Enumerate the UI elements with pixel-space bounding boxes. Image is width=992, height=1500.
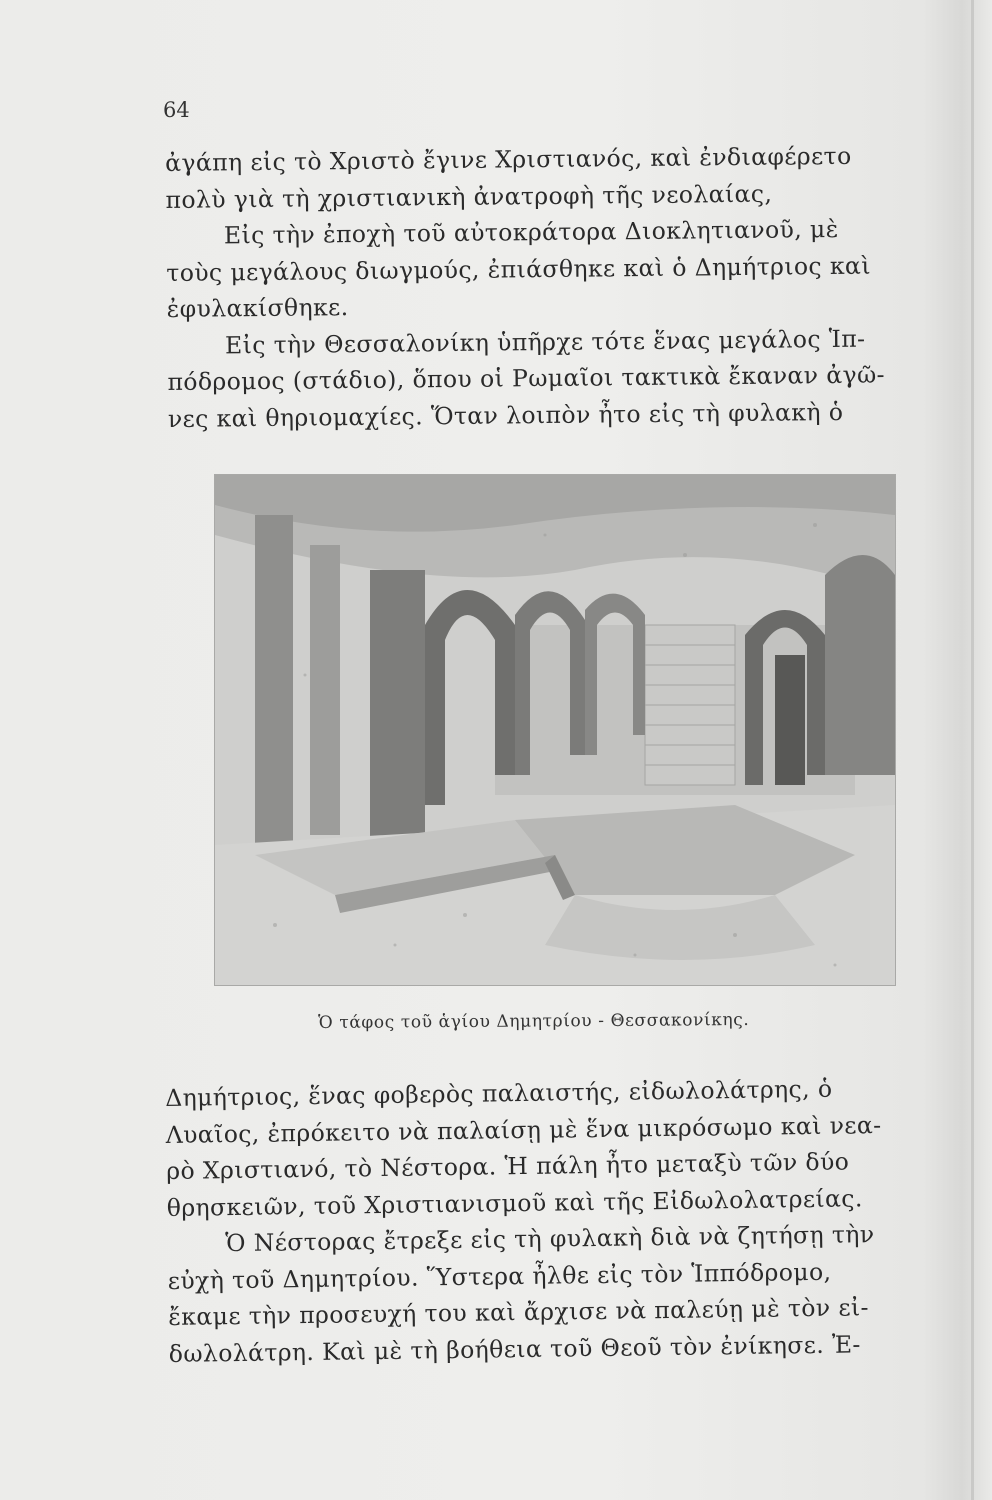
text-line: ρὸ Χριστιανό, τὸ Νέστορα. Ἡ πάλη ἦτο μεταξὺ τῶν δύο <box>166 1147 850 1185</box>
text-line: ἔκαμε τὴν προσευχή του καὶ ἄρχισε νὰ παλεύῃ μὲ τὸν εἰ- <box>168 1293 870 1331</box>
text-line: ἀγάπη εἰς τὸ Χριστὸ ἔγινε Χριστιανός, καὶ ἐνδιαφέρετο <box>165 141 852 177</box>
paragraph-top <box>165 137 928 437</box>
text-line: ἐφυλακίσθηκε. <box>166 293 349 323</box>
text-line: θρησκειῶν, τοῦ Χριστιανισμοῦ καὶ τῆς Εἰδωλολατρείας. <box>166 1183 863 1222</box>
page-number: 64 <box>163 98 190 122</box>
text-line: Δημήτριος, ἕνας φοβερὸς παλαιστής, εἰδωλολάτρης, ὁ <box>165 1074 833 1112</box>
page-spine-edge <box>971 0 974 1500</box>
text-line: τοὺς μεγάλους διωγμούς, ἐπιάσθηκε καὶ ὁ Δημήτριος καὶ <box>166 251 872 287</box>
figure-caption: Ὁ τάφος τοῦ ἁγίου Δημητρίου - Θεσσακονίκης. <box>318 1009 750 1033</box>
text-line: Εἰς τὴν ἐποχὴ τοῦ αὐτοκράτορα Διοκλητιανοῦ, μὲ <box>223 214 839 250</box>
text-line: Λυαῖος, ἐπρόκειτο νὰ παλαίσῃ μὲ ἕνα μικρόσωμο καὶ νεα- <box>165 1110 882 1149</box>
text-line: Εἰς τὴν Θεσσαλονίκη ὑπῆρχε τότε ἕνας μεγάλος Ἱπ- <box>224 324 866 359</box>
text-line: πολὺ γιὰ τὴ χριστιανικὴ ἀνατροφὴ τῆς νεολαίας, <box>165 179 773 214</box>
text-line: εὐχὴ τοῦ Δημητρίου. Ὕστερα ἦλθε εἰς τὸν Ἱππόδρομο, <box>167 1257 832 1295</box>
text-line: δωλολάτρη. Καὶ μὲ τὴ βοήθεια τοῦ Θεοῦ τὸν ἐνίκησε. Ἐ- <box>168 1329 861 1368</box>
crypt-photograph <box>214 474 896 986</box>
text-line: Ὁ Νέστορας ἔτρεξε εἰς τὴ φυλακὴ διὰ νὰ ζητήσῃ τὴν <box>225 1220 875 1258</box>
paragraph-bottom <box>165 1069 929 1372</box>
text-line: νες καὶ θηριομαχίες. Ὅταν λοιπὸν ἦτο εἰς τὴ φυλακὴ ὁ <box>167 397 844 433</box>
text-line: πόδρομος (στάδιο), ὅπου οἱ Ρωμαῖοι τακτικὰ ἔκαναν ἀγῶ- <box>167 360 886 396</box>
